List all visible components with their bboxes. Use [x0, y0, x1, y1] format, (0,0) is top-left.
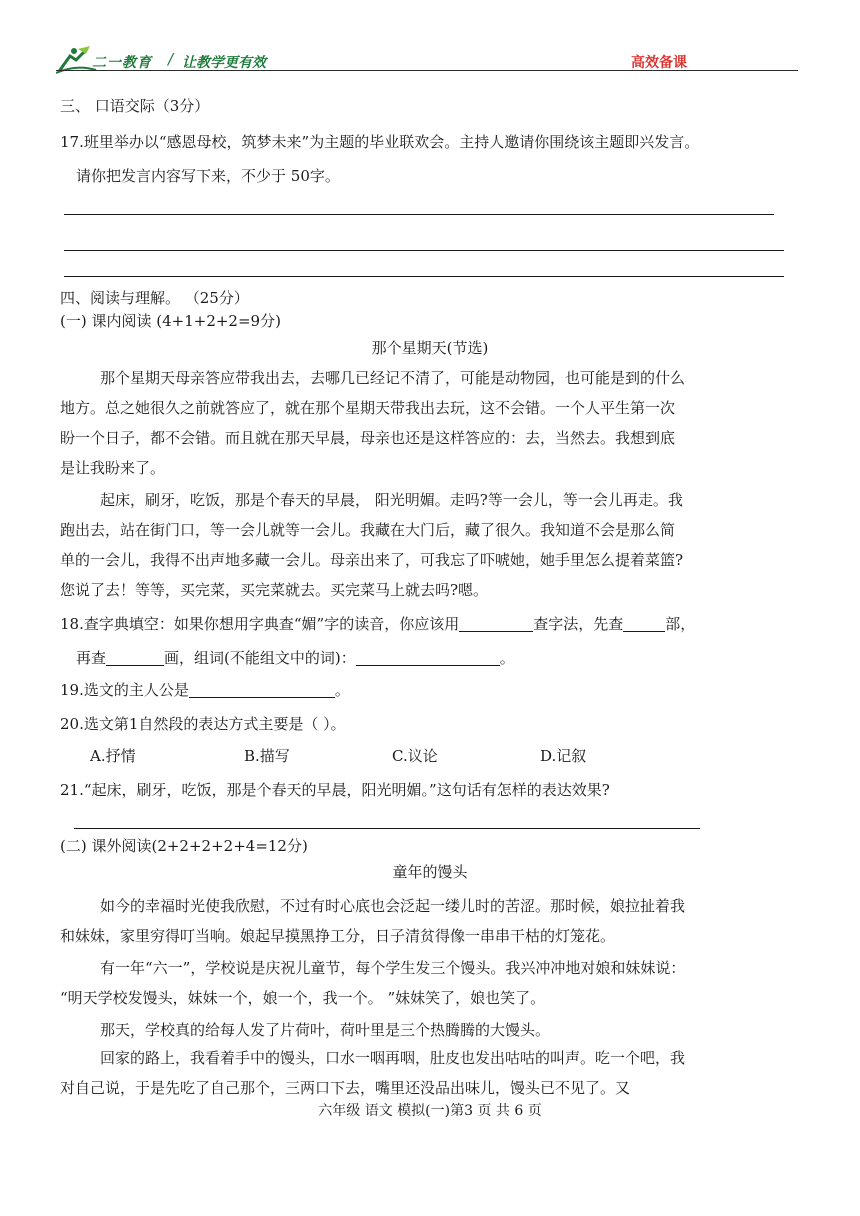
passage-2-line: 对自己说，于是先吃了自己那个，三两口下去，嘴里还没品出味儿，馒头已不见了。又 [60, 1079, 631, 1097]
q18-text: 再查 [76, 649, 107, 667]
option-a[interactable]: A.抒情 [90, 747, 136, 765]
q19-text: 19.选文的主人公是 [60, 681, 189, 699]
section-3-title: 三、 口语交际（3分） [60, 97, 210, 115]
passage-2-line: 回家的路上，我看着手中的馒头，口水一咽再咽，肚皮也发出咕咕的叫声。吃一个吧，我 [100, 1049, 686, 1067]
q18-blank-strokes[interactable] [106, 649, 164, 666]
q18-blank-word[interactable] [356, 649, 500, 666]
passage-2-line: “明天学校发馒头，妹妹一个，娘一个，我一个。 ”妹妹笑了，娘也笑了。 [60, 989, 546, 1007]
passage-1-line: 那个星期天母亲答应带我出去，去哪几已经记不清了，可能是动物园，也可能是到的什么 [100, 369, 686, 387]
passage-1-line: 单的一会儿，我得不出声地多藏一会儿。母亲出来了，可我忘了吓唬她，她手里怎么提着菜篮? [60, 551, 684, 569]
answer-line-q21[interactable] [74, 828, 700, 829]
passage-1-line: 盼一个日子，都不会错。而且就在那天早晨，母亲也还是这样答应的：去，当然去。我想到底 [60, 429, 676, 447]
header-rule [56, 70, 798, 71]
q18-text: 查字法，先查 [533, 615, 624, 633]
question-21: 21.“起床，刷牙，吃饭，那是个春天的早晨，阳光明媚。”这句话有怎样的表达效果? [60, 781, 610, 799]
page-header [56, 46, 798, 76]
option-d[interactable]: D.记叙 [540, 747, 587, 765]
question-18-line-2 [76, 648, 515, 668]
answer-line-1[interactable] [64, 214, 774, 215]
part-1-title: (一) 课内阅读 (4+1+2+2=9分) [60, 312, 281, 330]
passage-1-line: 您说了去！等等，买完菜，买完菜就去。买完菜马上就去吗?嗯。 [60, 581, 489, 599]
passage-2-line: 如今的幸福时光使我欣慰，不过有时心底也会泛起一缕儿时的苦涩。那时候，娘拉扯着我 [100, 897, 686, 915]
q18-blank-method[interactable] [459, 615, 533, 632]
header-tag: 高效备课 [631, 55, 687, 71]
q18-blank-radical[interactable] [623, 615, 665, 632]
question-17-line-2: 请你把发言内容写下来，不少于 50字。 [76, 167, 340, 185]
passage-1-line: 是让我盼来了。 [60, 459, 166, 477]
q19-text: 。 [334, 681, 350, 699]
passage-2-title: 童年的馒头 [392, 863, 468, 881]
q18-text: 画，组词(不能组文中的词)： [164, 649, 356, 667]
section-4-title: 四、阅读与理解。 （25分） [60, 289, 249, 307]
q19-blank[interactable] [189, 681, 335, 698]
passage-2-line: 有一年“六一”，学校说是庆祝儿童节，每个学生发三个馒头。我兴冲冲地对娘和妹妹说： [100, 959, 686, 977]
passage-1-title: 那个星期天(节选) [371, 339, 489, 357]
answer-line-3[interactable] [64, 276, 784, 277]
question-18-line-1 [60, 614, 695, 634]
question-19 [60, 680, 350, 700]
brand-name: 二一教育 [92, 55, 152, 71]
q18-text: 18.查字典填空：如果你想用字典查“媚”字的读音，你应该用 [60, 615, 460, 633]
passage-1-line: 地方。总之她很久之前就答应了，就在那个星期天带我出去玩，这不会错。一个人平生第一次 [60, 399, 676, 417]
option-c[interactable]: C.议论 [392, 747, 438, 765]
passage-2-line: 那天，学校真的给每人发了片荷叶，荷叶里是三个热腾腾的大馒头。 [100, 1021, 551, 1039]
answer-line-2[interactable] [64, 250, 784, 251]
question-17-line-1: 17.班里举办以“感恩母校，筑梦未来”为主题的毕业联欢会。主持人邀请你围绕该主题即兴发言。 [60, 133, 700, 151]
page-footer: 六年级 语文 模拟(一)第3 页 共 6 页 [318, 1103, 542, 1119]
q18-text: 。 [499, 649, 515, 667]
q18-text: 部， [665, 615, 696, 633]
header-divider: / [168, 50, 174, 68]
passage-1-line: 跑出去，站在街门口，等一会儿就等一会儿。我藏在大门后，藏了很久。我知道不会是那么简 [60, 521, 676, 539]
passage-2-line: 和妹妹，家里穷得叮当响。娘起早摸黑挣工分，日子清贫得像一串串干枯的灯笼花。 [60, 927, 616, 945]
question-20: 20.选文第1自然段的表达方式主要是（ ）。 [60, 715, 346, 733]
passage-1-line: 起床，刷牙，吃饭，那是个春天的早晨， 阳光明媚。走吗?等一会儿，等一会儿再走。我 [100, 491, 683, 509]
header-slogan: 让教学更有效 [182, 55, 266, 71]
option-b[interactable]: B.描写 [244, 747, 290, 765]
part-2-title: (二) 课外阅读(2+2+2+2+4=12分) [60, 837, 308, 855]
